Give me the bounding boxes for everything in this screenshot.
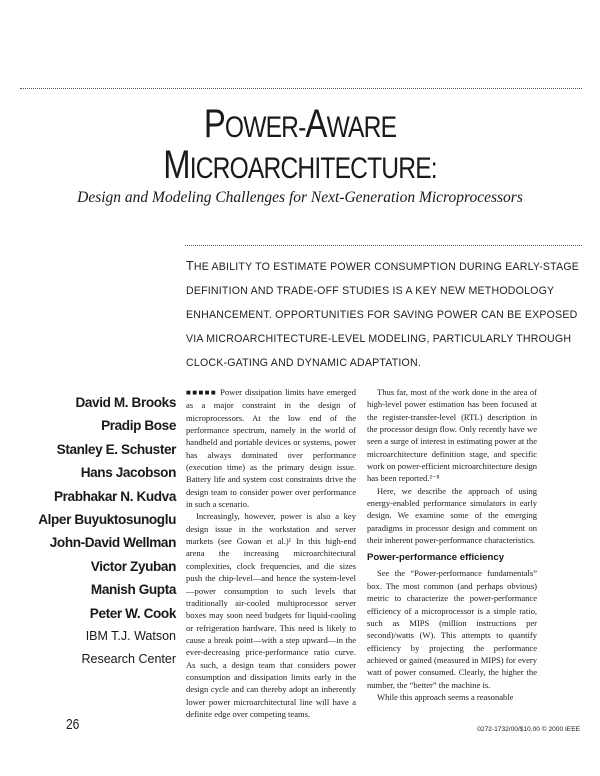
- top-divider-rule: [20, 88, 582, 89]
- author-name: Peter W. Cook: [89, 605, 176, 621]
- abstract: [186, 254, 581, 375]
- title-line-1-initial-2: A: [305, 102, 327, 146]
- author-name: Pradip Bose: [101, 418, 176, 434]
- body-paragraph: Here, we describe the approach of using energy-enabled performance simulators in early design. We examine some of the emerging paradigms in processor design and comment on their inherent power-performance characteristics.: [367, 485, 537, 546]
- title-line-2: [54, 143, 546, 188]
- title-line-1-rest-2: WARE: [326, 111, 397, 144]
- copyright-line: 0272-1732/00/$10.00 © 2000 IEEE: [477, 726, 580, 733]
- section-heading: Power-performance efficiency: [367, 552, 505, 564]
- subtitle: Design and Modeling Challenges for Next-Generation Microprocessors: [77, 189, 523, 206]
- body-paragraph: [186, 386, 356, 510]
- author-name: Victor Zyuban: [90, 558, 176, 574]
- abstract-lead-letter: T: [186, 259, 194, 273]
- affiliation-line-2: Research Center: [81, 652, 176, 667]
- author-name: Manish Gupta: [90, 582, 176, 598]
- page-number: 26: [66, 716, 80, 733]
- paragraph-text: Power dissipation limits have emerged as a major constraint in the design of microprocessors. At the low end of the performance spectrum, namely in the world of handheld and portable devices or systems, power has always dominated over performance (execution time) as the primary design issue. Battery life and system cost constraints drive the design team to consider power over performance in such a scenario.: [186, 387, 356, 510]
- author-name: Alper Buyuktosunoglu: [38, 512, 176, 528]
- body-column-2: [367, 386, 537, 703]
- title-line-1-rest-1: OWER-: [224, 111, 306, 144]
- author-name: Stanley E. Schuster: [56, 441, 176, 457]
- abstract-text: HE ABILITY TO ESTIMATE POWER CONSUMPTION DURING EARLY-STAGE DEFINITION AND TRADE-OFF STUDIES IS A KEY NEW METHODOLOGY ENHANCEMENT. OPPORTUNITIES FOR SAVING POWER CAN BE EXPOSED VIA MICROARCHITECTURE-LEVEL MODELING, PARTICULARLY THROUGH CLOCK-GATING AND DYNAMIC ADAPTATION.: [186, 261, 580, 369]
- affiliation-line-1: IBM T.J. Watson: [85, 629, 176, 644]
- abstract-divider-rule: [185, 245, 582, 246]
- body-paragraph: Thus far, most of the work done in the area of high-level power estimation has been focused at the register-transfer-level (RTL) description in the processor design flow. Only recently have we seen a surge of interest in estimating power at the microarchitecture definition stage, and specific work on power-efficient microarchitecture design has been reported.²⁻⁸: [367, 387, 537, 484]
- author-name: John-David Wellman: [49, 535, 176, 551]
- body-paragraph: While this approach seems a reasonable: [377, 691, 514, 702]
- title-line-2-rest: ICROARCHITECTURE:: [189, 152, 437, 185]
- title-line-1: [54, 102, 546, 147]
- author-name: David M. Brooks: [75, 395, 176, 410]
- title-line-2-initial: M: [163, 143, 190, 187]
- section-start-dots: ■■■■■: [186, 388, 218, 397]
- body-column-1: [186, 386, 356, 720]
- body-paragraph: Increasingly, however, power is also a key design issue in the workstation and server markets (see Gowan et al.)¹ In this high-end arena the increasing microarchitectural complexities, clock frequencies, and die sizes push the chip-level—and hence the system-level—power consumption to such levels that traditionally air-cooled multiprocessor server boxes may soon need budgets for liquid-cooling or refrigeration hardware. This need is likely to cause a break point—with a step upward—in the ever-decreasing price-performance ratio curve. As such, a design team that considers power consumption and dissipation limits early in the design cycle and can thereby adopt an inherently lower power microarchitectural line will have a definite edge over competing teams.: [186, 511, 356, 719]
- author-name: Prabhakar N. Kudva: [54, 488, 176, 504]
- author-list: [20, 391, 176, 671]
- author-name: Hans Jacobson: [80, 465, 176, 481]
- title-line-1-initial-1: P: [203, 102, 225, 146]
- body-paragraph: See the “Power-performance fundamentals” box. The most common (and perhaps obvious) metric to characterize the power-performance efficiency of a microprocessor is a simple ratio, such as MIPS (million instructions per second)/watts (W). This attempts to quantify efficiency by projecting the performance achieved or gained (measured in MIPS) for every watt of power consumed. Clearly, the higher the number, the “better” the machine is.: [367, 568, 537, 690]
